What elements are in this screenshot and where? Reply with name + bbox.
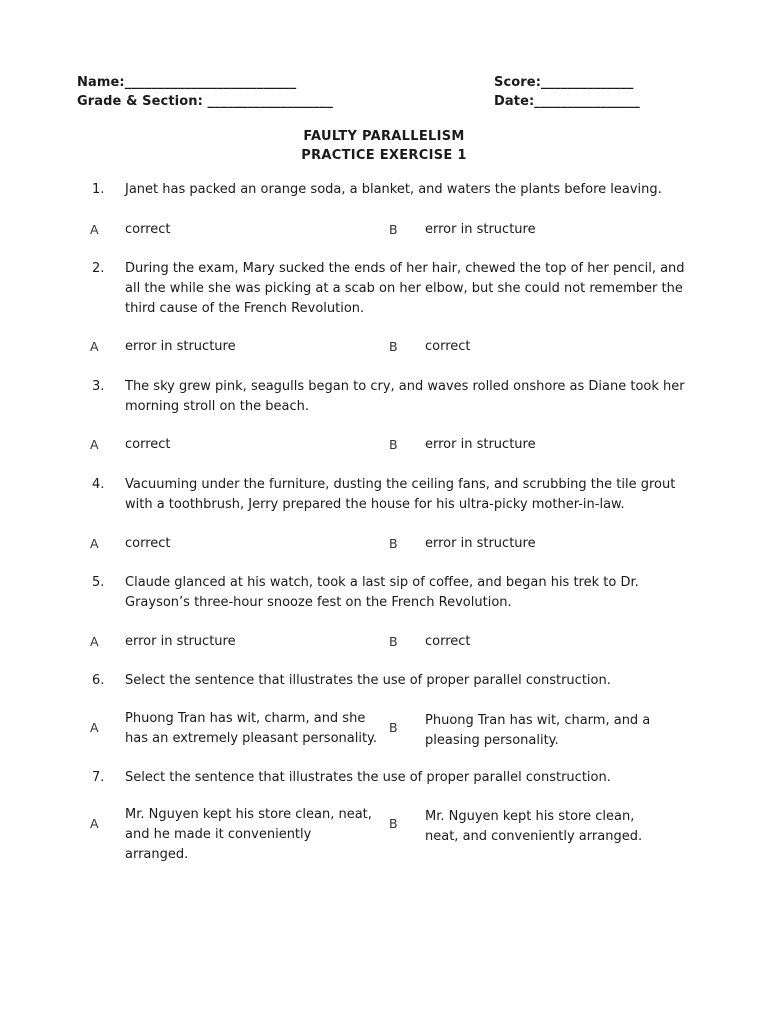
option-b-letter: B [389, 339, 398, 354]
option-a-text[interactable]: correct [125, 536, 171, 551]
option-a-letter: A [90, 536, 99, 551]
option-a-text[interactable]: Phuong Tran has wit, charm, and she has an extremely pleasant personality. [125, 711, 378, 746]
score-field [494, 75, 633, 90]
grade-section-field [77, 94, 333, 109]
date-blank: ________________ [534, 94, 640, 109]
question-text: Select the sentence that illustrates the use of proper parallel construction. [125, 673, 611, 688]
option-a-text[interactable]: error in structure [125, 634, 236, 649]
question-number: 5. [92, 575, 105, 590]
option-b-text[interactable]: correct [425, 339, 471, 354]
option-b-letter: B [389, 816, 398, 831]
question-number: 4. [92, 477, 105, 492]
option-b-text[interactable]: correct [425, 634, 471, 649]
option-b-text[interactable]: Mr. Nguyen kept his store clean, neat, and conveniently arranged. [425, 809, 643, 844]
name-label: Name: [77, 75, 125, 90]
question-text: Claude glanced at his watch, took a last sip of coffee, and began his trek to Dr. Grayson’s three-hour snooze fest on the French Revolution. [125, 575, 639, 610]
option-a-text[interactable]: error in structure [125, 339, 236, 354]
option-b-text[interactable]: Phuong Tran has wit, charm, and a pleasing personality. [425, 713, 651, 748]
option-a-text[interactable]: correct [125, 437, 171, 452]
option-a-letter: A [90, 720, 99, 735]
score-label: Score: [494, 75, 542, 90]
option-b-letter: B [389, 634, 398, 649]
option-a-letter: A [90, 437, 99, 452]
date-label: Date: [494, 94, 535, 109]
question-text: During the exam, Mary sucked the ends of her hair, chewed the top of her pencil, and all the while she was picking at a scab on her elbow, but she could not remember the third cause of the French Revolution. [125, 261, 685, 316]
question-number: 3. [92, 379, 105, 394]
grade-section-blank: ___________________ [207, 94, 333, 109]
question-text: Vacuuming under the furniture, dusting the ceiling fans, and scrubbing the tile grout with a toothbrush, Jerry prepared the house for his ultra-picky mother-in-law. [125, 477, 676, 512]
name-field [77, 75, 296, 90]
option-b-text[interactable]: error in structure [425, 222, 536, 237]
option-b-letter: B [389, 222, 398, 237]
name-blank: __________________________ [124, 75, 297, 90]
question-text: Janet has packed an orange soda, a blanket, and waters the plants before leaving. [125, 182, 662, 197]
question-number: 6. [92, 673, 105, 688]
option-a-letter: A [90, 222, 99, 237]
option-b-text[interactable]: error in structure [425, 536, 536, 551]
option-b-letter: B [389, 720, 398, 735]
option-a-letter: A [90, 634, 99, 649]
question-text: Select the sentence that illustrates the use of proper parallel construction. [125, 770, 611, 785]
option-b-letter: B [389, 536, 398, 551]
question-text: The sky grew pink, seagulls began to cry, and waves rolled onshore as Diane took her morning stroll on the beach. [125, 379, 685, 414]
question-number: 2. [92, 261, 105, 276]
option-a-text[interactable]: Mr. Nguyen kept his store clean, neat, and he made it conveniently arranged. [125, 807, 372, 862]
question-number: 7. [92, 770, 105, 785]
grade-section-label: Grade & Section: [77, 94, 203, 109]
option-b-letter: B [389, 437, 398, 452]
question-number: 1. [92, 182, 105, 197]
option-b-text[interactable]: error in structure [425, 437, 536, 452]
date-field [494, 94, 640, 109]
option-a-letter: A [90, 339, 99, 354]
score-blank: ______________ [541, 75, 634, 90]
option-a-letter: A [90, 816, 99, 831]
worksheet-title: FAULTY PARALLELISM [303, 129, 465, 144]
worksheet-subtitle: PRACTICE EXERCISE 1 [301, 148, 467, 163]
option-a-text[interactable]: correct [125, 222, 171, 237]
